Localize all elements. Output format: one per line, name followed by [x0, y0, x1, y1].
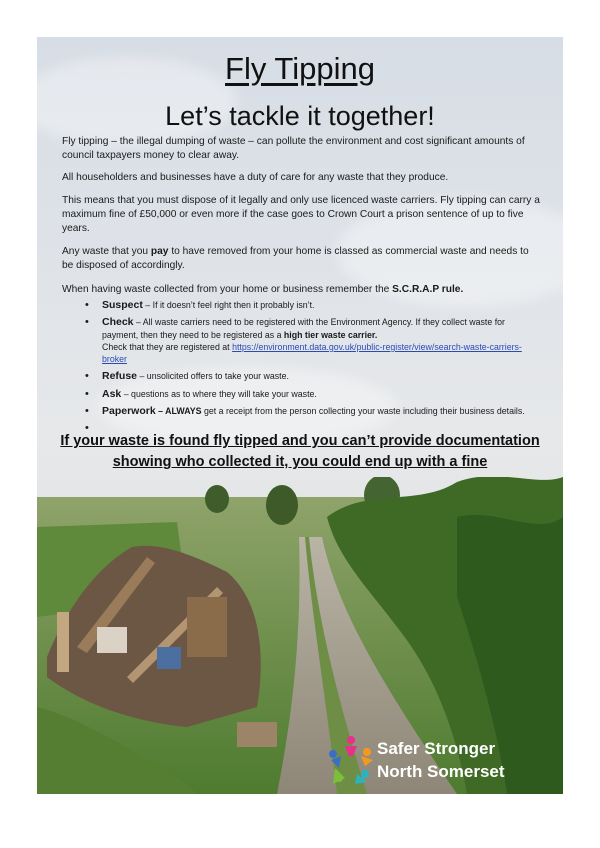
- logo-line-2: North Somerset: [377, 762, 505, 781]
- intro-paragraph: Fly tipping – the illegal dumping of waste – can pollute the environment and cost significant amounts of council taxpayers money to clear away.: [62, 136, 525, 162]
- rule-term: Suspect: [102, 299, 143, 311]
- text: Any waste that you: [62, 246, 151, 257]
- people-circle-icon: [327, 734, 375, 788]
- emphasis: pay: [150, 246, 169, 257]
- rule-check: [85, 316, 525, 365]
- scrap-rule-label: S.C.R.A.P rule.: [392, 284, 464, 295]
- rule-term: Check: [102, 316, 134, 329]
- rule-text: get a receipt from the person collecting your waste including their business details.: [201, 406, 525, 417]
- rule-emphasis: – ALWAYS: [155, 406, 202, 417]
- safer-stronger-logo: [327, 734, 557, 788]
- rule-suspect: [85, 299, 525, 311]
- rule-text: – questions as to where they will take your waste.: [121, 388, 317, 399]
- fine-warning: If your waste is found fly tipped and you can’t provide documentation showing who collected it, you could end up with a fine: [60, 433, 540, 470]
- fine-paragraph: This means that you must dispose of it legally and only use licenced waste carriers. Fly tipping can carry a maximum fine of £50,000 or even more if the case goes to Crown Court a prison sentence of up to five years.: [62, 195, 540, 235]
- text: When having waste collected from your home or business remember the: [62, 284, 393, 295]
- duty-of-care-paragraph: All householders and businesses have a duty of care for any waste that they produce.: [62, 172, 449, 183]
- poster-subtitle: Let’s tackle it together!: [165, 101, 435, 131]
- rule-text: – If it doesn’t feel right then it probably isn’t.: [142, 300, 315, 310]
- rule-term: Refuse: [102, 370, 138, 383]
- rule-text: – unsolicited offers to take your waste.: [137, 371, 289, 382]
- poster: [37, 37, 563, 794]
- rule-refuse: [85, 370, 525, 382]
- text: to have removed from your home is classed as commercial waste and needs to be disposed of accordingly.: [62, 246, 529, 272]
- register-link[interactable]: https://environment.data.gov.uk/public-register/view/search-waste-carriers-broker: [102, 341, 522, 365]
- logo-line-1: Safer Stronger: [377, 739, 496, 758]
- scrap-rule-paragraph: [62, 283, 542, 297]
- rule-term: Paperwork: [102, 405, 156, 418]
- rule-text: – All waste carriers need to be registered with the Environment Agency. If they collect waste for payment, then they need to be registered as a: [102, 317, 505, 340]
- commercial-waste-paragraph: [62, 245, 542, 273]
- rule-ask: [85, 388, 525, 400]
- rule-term: Ask: [102, 387, 122, 400]
- poster-title: Fly Tipping: [225, 51, 375, 86]
- rule-paperwork: [85, 405, 525, 417]
- rule-emphasis: high tier waste carrier.: [283, 329, 378, 340]
- scrap-rule-list: [85, 299, 525, 422]
- rule-text: Check that they are registered at: [102, 341, 233, 352]
